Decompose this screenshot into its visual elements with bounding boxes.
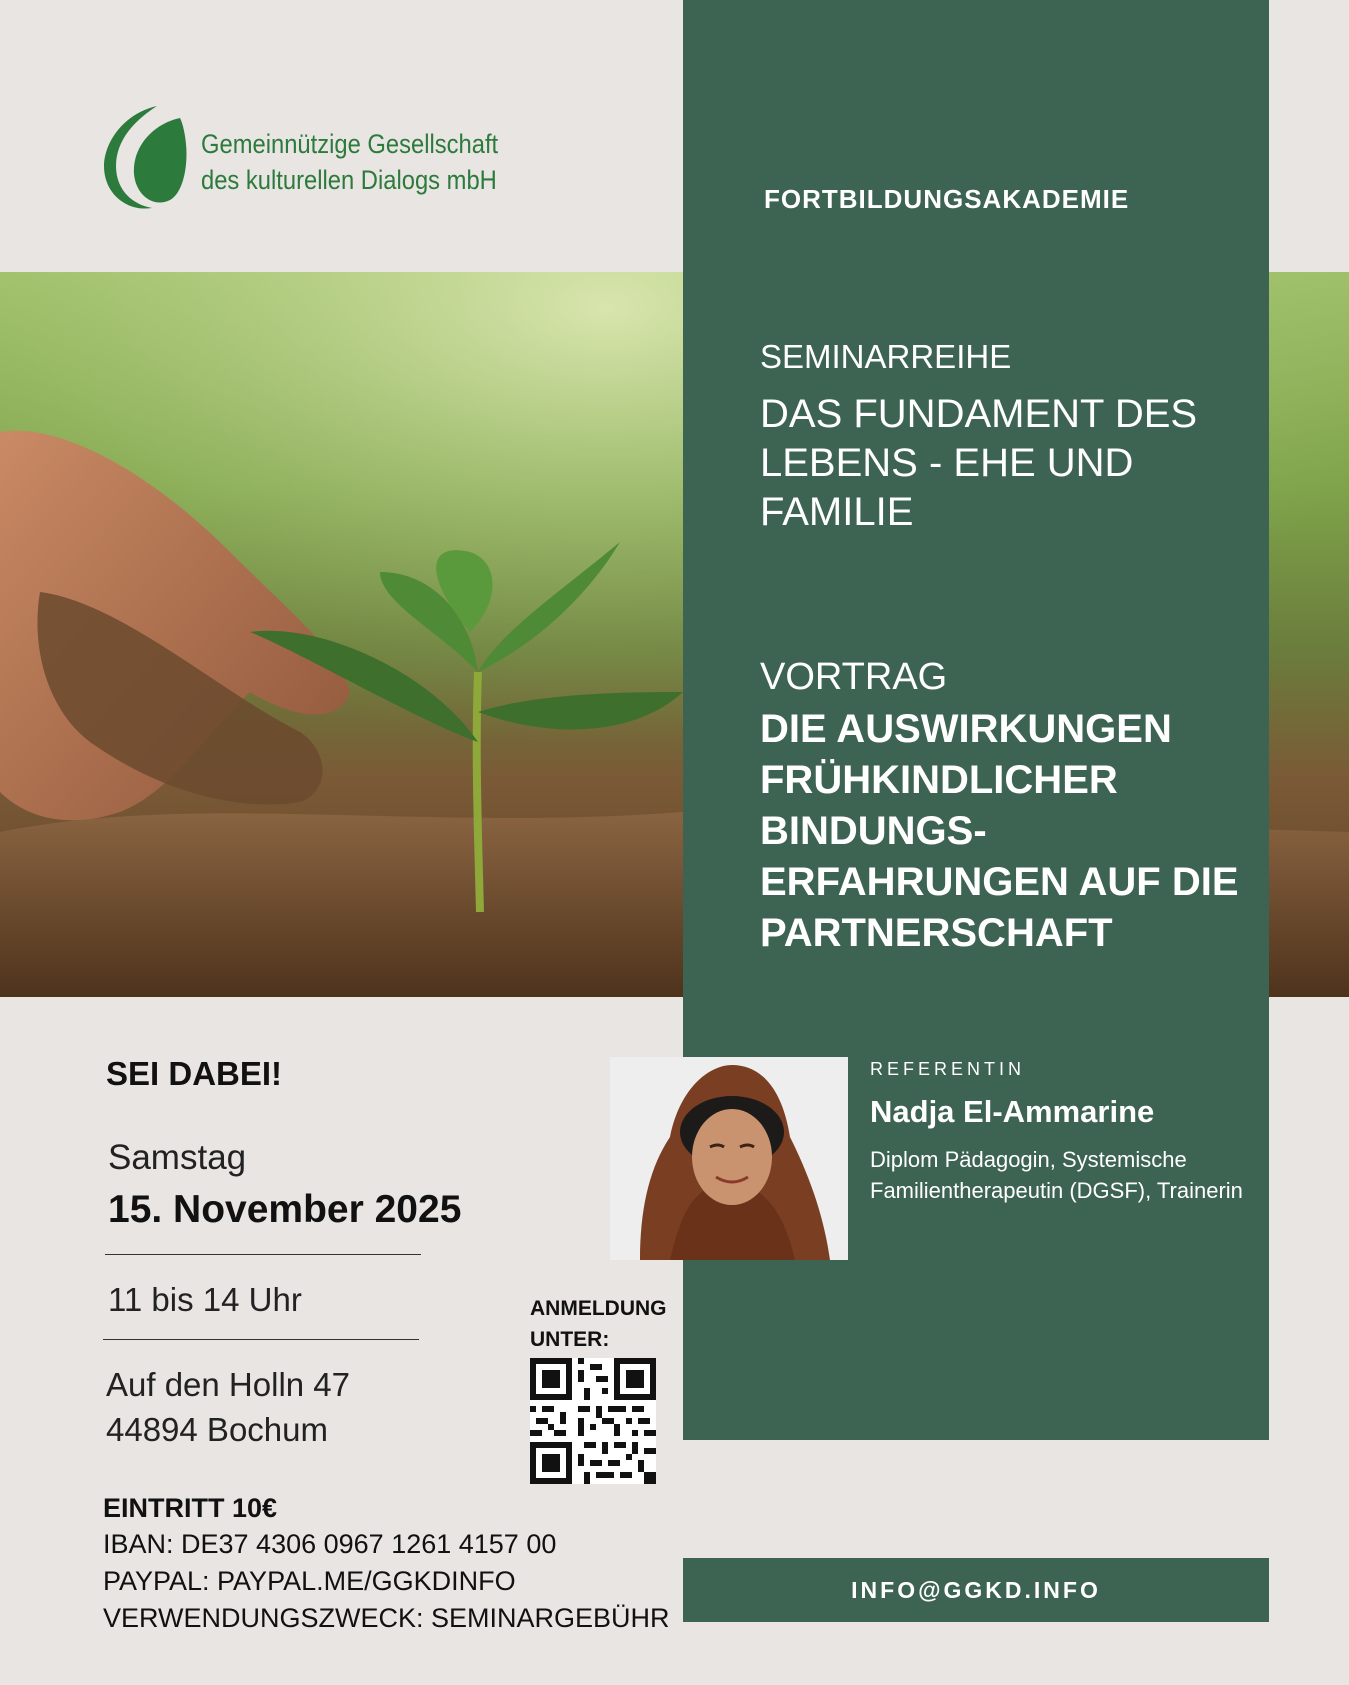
academy-heading: FORTBILDUNGSAKADEMIE <box>764 184 1130 214</box>
divider <box>105 1254 421 1255</box>
event-day: Samstag <box>108 1138 247 1177</box>
call-to-action: SEI DABEI! <box>106 1055 283 1092</box>
payment-info <box>103 1490 670 1637</box>
speaker-label: REFERENTIN <box>870 1059 1026 1079</box>
address-street: Auf den Holln 47 <box>106 1366 351 1403</box>
speaker-portrait <box>610 1057 848 1260</box>
payment-reference: VERWENDUNGSZWECK: SEMINARGEBÜHR <box>103 1603 670 1633</box>
organization-logo <box>102 104 522 214</box>
event-time: 11 bis 14 Uhr <box>108 1281 302 1318</box>
address-city: 44894 Bochum <box>106 1411 328 1448</box>
entry-fee: EINTRITT 10€ <box>103 1493 278 1523</box>
contact-bar <box>683 1558 1269 1622</box>
registration-label: ANMELDUNG UNTER: <box>530 1297 667 1351</box>
iban: IBAN: DE37 4306 0967 1261 4157 00 <box>103 1529 557 1559</box>
series-label: SEMINARREIHE <box>760 338 1012 375</box>
qr-code-icon[interactable] <box>530 1358 656 1484</box>
speaker-name: Nadja El-Ammarine <box>870 1094 1155 1129</box>
talk-title: DIE AUSWIRKUNGEN FRÜHKINDLICHER BINDUNGS-ERFAHRUNGEN AUF DIE PARTNERSCHAFT <box>760 707 1239 955</box>
organization-name-line2: des kulturellen Dialogs mbH <box>201 165 497 195</box>
organization-name-line1: Gemeinnützige Gesellschaft <box>201 129 499 159</box>
leaf-logo-icon <box>102 104 188 214</box>
contact-email-link[interactable]: INFO@GGKD.INFO <box>851 1576 1101 1603</box>
divider <box>103 1339 419 1340</box>
paypal-link[interactable]: PAYPAL: PAYPAL.ME/GGKDINFO <box>103 1566 516 1596</box>
event-address <box>106 1362 350 1452</box>
speaker-description: Diplom Pädagogin, Systemische Familientherapeutin (DGSF), Trainerin <box>870 1147 1243 1203</box>
event-date: 15. November 2025 <box>108 1188 462 1231</box>
talk-label: VORTRAG <box>760 656 948 698</box>
series-title: DAS FUNDAMENT DES LEBENS - EHE UND FAMILIE <box>760 392 1198 534</box>
